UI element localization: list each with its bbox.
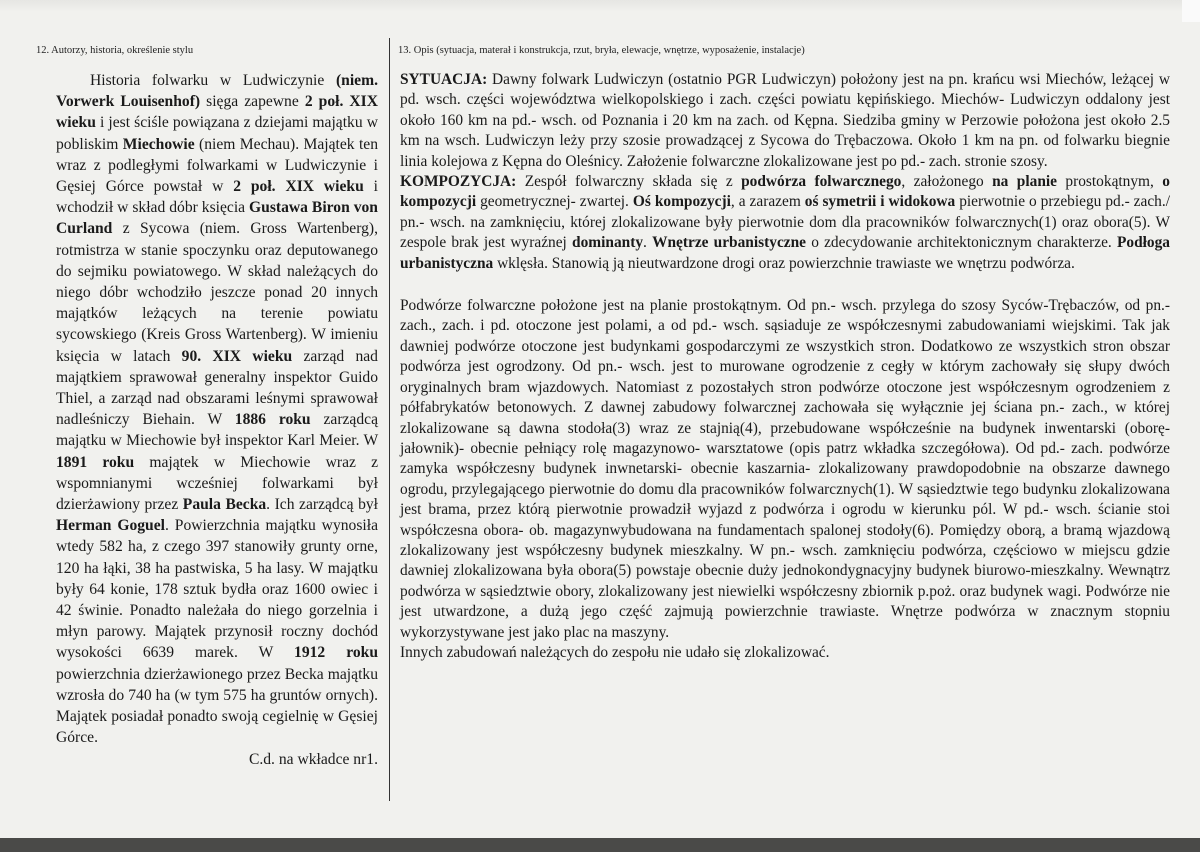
text-run: geometrycznej- zwartej. xyxy=(476,193,633,211)
scan-top-edge xyxy=(0,0,1200,12)
bold-run: 1886 roku xyxy=(234,411,311,429)
bold-run: Miechowie xyxy=(122,135,195,153)
history-paragraph xyxy=(56,70,378,749)
sytuacja-paragraph xyxy=(400,70,1170,172)
kompozycja-heading: KOMPOZYCJA: xyxy=(400,173,517,191)
text-run: . Ich zarządcą był xyxy=(266,496,378,514)
text-run: Zespół folwarczny składa się z xyxy=(516,173,742,191)
text-run: powierzchnia dzierżawionego przez Becka majątku wzrosła do 740 ha (w tym 575 ha gruntów ornych). Majątek posiadał ponadto swoją cegielnię w Gęsiej Górce. xyxy=(56,665,378,747)
text-run: Historia folwarku w Ludwiczynie xyxy=(90,72,336,89)
text-run: pierwotnie o przebiegu pd.- zach./ pn.- wsch. na zamknięciu, której zlokalizowane były pierwotnie dom dla pracowników folwarcznych(1) oraz obora(5). W zespole brak jest wyraźnej xyxy=(400,193,1170,252)
text-run: majątek w Miechowie wraz z wspomnianymi wcześniej folwarkami był dzierżawiony przez xyxy=(56,453,378,514)
scan-bottom-edge xyxy=(0,838,1200,852)
bold-run: Wnętrze urbanistyczne xyxy=(652,234,807,252)
bold-run: oś symetrii i widokowa xyxy=(804,193,956,211)
text-run: z Sycowa (niem. Gross Wartenberg), rotmistrza w stanie spoczynku oraz deputowanego do sejmiku powiatowego. W skład należących do niego dóbr wchodziło jeszcze ponad 20 innych majątków leżących na terenie powiatu sycowskiego (Kreis Gross Wartenberg). W imieniu księcia w latach xyxy=(56,220,378,365)
bold-run: podwórza folwarcznego xyxy=(741,173,902,191)
text-run: zarządcą majątku w Miechowie był inspektor Karl Meier. W xyxy=(56,411,378,450)
bold-run: Podłoga urbanistyczna xyxy=(400,234,1170,272)
text-run: . Powierzchnia majątku wynosiła wtedy 582 ha, z czego 397 stanowiły grunty orne, 120 ha łąki, 38 ha pastwiska, 5 ha lasy. W majątku były 64 konie, 178 sztuk bydła oraz 1600 owiec i 42 świnie. Ponadto należała do niego gorzelnia i młyn parowy. Majątek przynosił roczny dochód wysokości 6639 marek. W xyxy=(56,517,378,662)
section-12-label: 12. Autorzy, historia, określenie stylu xyxy=(36,45,194,56)
bold-run: dominanty xyxy=(572,234,644,252)
bold-run: Gustawa Biron von Curland xyxy=(56,199,378,238)
column-divider xyxy=(389,38,390,801)
history-column xyxy=(56,70,378,770)
bold-run: 1912 roku xyxy=(294,644,378,662)
courtyard-paragraph: Podwórze folwarczne położone jest na planie prostokątnym. Od pn.- wsch. przylega do szosy Syców-Trębaczów, od pn.- zach., zach. i pd. otoczone jest polami, a od pd.- wsch. sąsiaduje ze współczesnymi zabudowaniami wiejskimi. Tak jak dawniej podwórze otoczone jest budynkami gospodarczymi ze wszystkich stron. Dodatkowo ze wszystkich stron obszar podwórza jest ogrodzony. Od pn.- wsch. jest to murowane ogrodzenie z cegły w którym zachowały się słupy dwóch oryginalnych bram wjazdowych. Natomiast z pozostałych stron podwórze otoczone jest współczesnym ogrodzeniem z półfabrykatów betonowych. Z dawnej zabudowy folwarcznej zachowała się wyłącznie jej ściana pn.- zach., w której zlokalizowane są dawna stodoła(3) wraz ze stajnią(4), przebudowane współcześnie na budynek inwentarski (oborę- jałownik)- obecnie pełniący rolę magazynowo- warsztatowe (opis patrz wkładka szczegółowa). Od pd.- zach. podwórze zamyka współczesny budynek inwnetarski- obecnie kaszarnia- zlokalizowany prawdopodobnie na obszarze dawnego ogrodu, przylegającego pierwotnie do domu dla pracowników folwarcznych(1). W sąsiedztwie tego budynku zlokalizowana jest brama, przez którą pierwotnie prowadził wyjazd z podwórza i ogrodu w kierunku pól. W pd.- wsch. ścianie stoi współczesna obora- ob. magazynwybudowana na fundamentach spalonej stodoły(6). Pomiędzy oborą, a bramą wjazdową zlokalizowany jest współczesny budynek mieszkalny. W pn.- wsch. zamknięciu podwórza, częściowo w miejscu gdzie dawniej zlokalizowana była obora(5) powstaje obecnie duży jednokondygnacyjny budynek biurowo-mieszkalny. Wewnątrz podwórza w sąsiedztwie obory, zlokalizowany jest niewielki współczesny zbiornik p.poż. oraz budynek wagi. Podwórze nie jest utwardzone, a dużą jego część zajmują powierzchnie trawiaste. Wnętrze podwórza w znacznym stopniu wykorzystywane jest jako plac na maszyny. xyxy=(400,297,1170,641)
bold-run: 2 poł. XIX wieku xyxy=(56,93,378,132)
text-run: i jest ściśle powiązana z dziejami majątku w pobliskim xyxy=(56,114,378,153)
text-run: o zdecydowanie architektonicznym charakterze. xyxy=(806,234,1117,252)
bold-run: Paula Becka xyxy=(182,496,267,514)
text-run: . xyxy=(643,234,653,252)
closing-paragraph: Innych zabudowań należących do zespołu nie udało się zlokalizować. xyxy=(400,643,830,661)
kompozycja-paragraph xyxy=(400,172,1170,274)
text-run: sięga zapewne xyxy=(200,93,305,111)
description-column xyxy=(400,70,1170,663)
bold-run: 1891 roku xyxy=(56,453,135,471)
continued-note: C.d. na wkładce nr1. xyxy=(248,750,378,768)
bold-run: (niem. Vorwerk Louisenhof) xyxy=(56,72,378,111)
bold-run: 90. XIX wieku xyxy=(181,347,293,365)
bold-run: o kompozycji xyxy=(400,173,1170,211)
text-run: zarząd nad majątkiem sprawował generalny inspektor Guido Thiel, a zarząd nad obszarami leśnymi sprawował nadleśniczy Biehain. W xyxy=(56,347,378,429)
sytuacja-heading: SYTUACJA: xyxy=(400,71,488,88)
text-run: , założonego xyxy=(901,173,993,191)
text-run: (niem Mechau). Majątek ten wraz z podległymi folwarkami w Ludwiczynie i Gęsiej Górce powstał w xyxy=(56,135,378,196)
bold-run: na planie xyxy=(992,173,1057,191)
section-13-label: 13. Opis (sytuacja, materał i konstrukcja, rzut, bryła, elewacje, wnętrze, wyposażenie, instalacje) xyxy=(398,45,805,56)
text-run: i wchodził w skład dóbr księcia xyxy=(56,178,378,217)
scan-corner xyxy=(1182,0,1200,22)
text-run: , a zarazem xyxy=(730,193,805,211)
text-run: Dawny folwark Ludwiczyn (ostatnio PGR Ludwiczyn) położony jest na pn. krańcu wsi Miechów, leżącej w pd. wsch. części województwa wielkopolskiego i zach. części powiatu kępińskiego. Miechów- Ludwiczyn oddalony jest około 160 km na pd.- wsch. od Poznania i 20 km na zach. od Kępna. Siedziba gminy w Perzowie położona jest około 2.5 km na wsch. Ludwiczyn leży przy szosie prowadzącej z Sycowa do Trębaczowa. Około 1 km na pn. od folwarku biegnie linia kolejowa z Kępna do Oleśnicy. Założenie folwarczne zlokalizowane jest po pd.- zach. stronie szosy. xyxy=(400,71,1170,170)
bold-run: Herman Goguel xyxy=(56,517,165,535)
bold-run: 2 poł. XIX wieku xyxy=(233,178,364,196)
text-run: wklęsła. Stanowią ją nieutwardzone drogi oraz powierzchnie trawiaste we wnętrzu podwórza. xyxy=(493,254,1075,272)
text-run: prostokątnym, xyxy=(1056,173,1163,191)
bold-run: Oś kompozycji xyxy=(632,193,731,211)
